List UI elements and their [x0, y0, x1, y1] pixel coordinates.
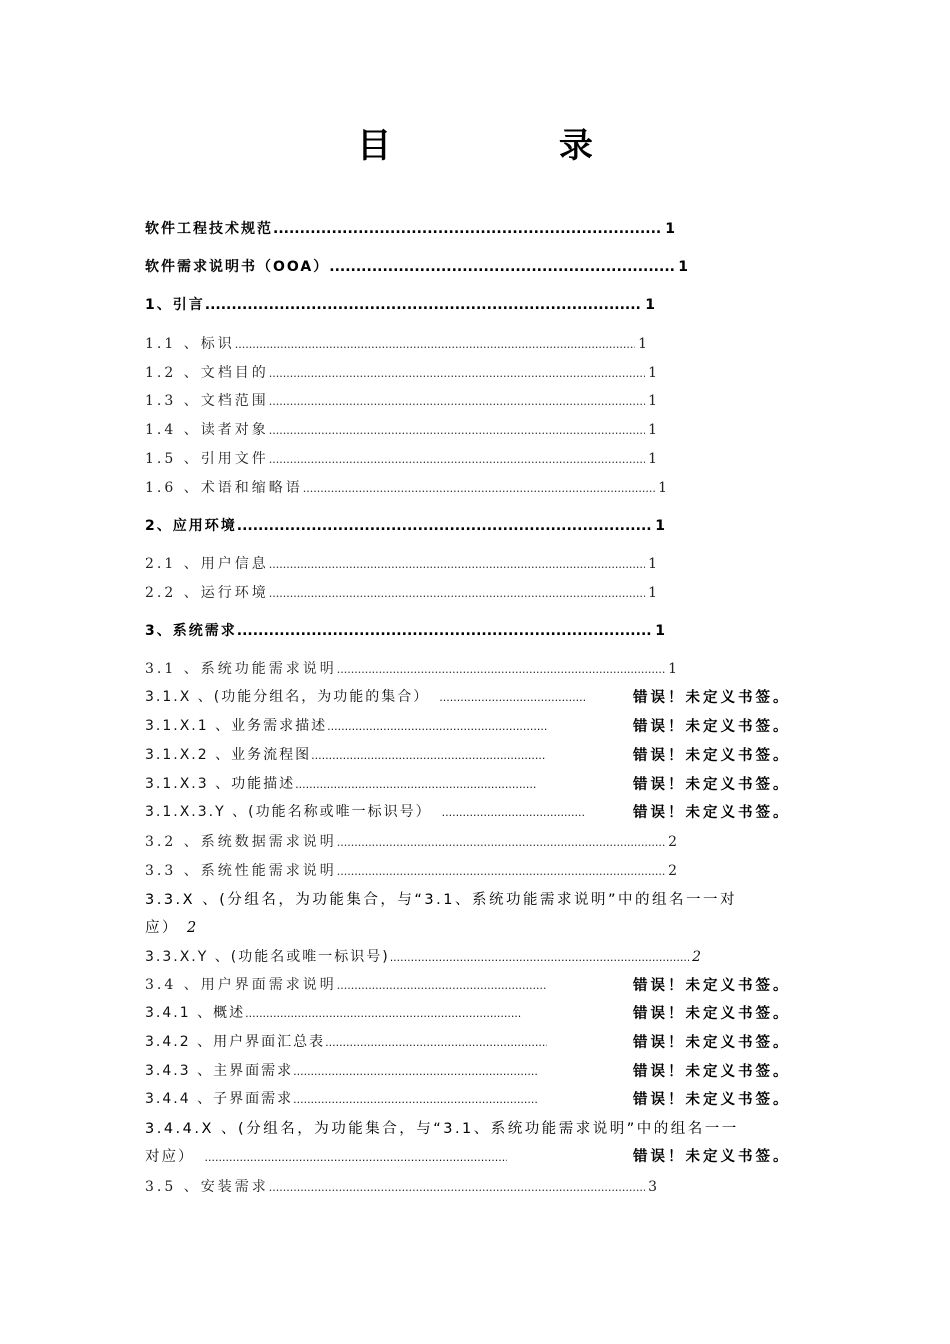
toc-entry-text: 3.1.X.3.Y 、(功能名称或唯一标识号）	[145, 804, 432, 820]
toc-leader	[235, 338, 635, 351]
toc-entry[interactable]	[145, 744, 545, 764]
toc-error-page: 错误！未定义书签。	[633, 690, 791, 706]
toc-entry[interactable]	[145, 831, 680, 851]
toc-error-page: 错误！未定义书签。	[633, 1035, 791, 1051]
toc-entry-text: 2.2 、运行环境	[145, 585, 269, 601]
toc-error-page: 错误！未定义书签。	[633, 1149, 791, 1165]
toc-leader	[337, 663, 665, 676]
toc-page: 1	[655, 518, 667, 534]
toc-page: 2	[668, 834, 680, 850]
toc-entry-text: 3.1.X 、(功能分组名，为功能的集合）	[145, 689, 430, 705]
toc-entry[interactable]	[145, 448, 660, 468]
toc-entry[interactable]	[145, 333, 650, 353]
toc-entry[interactable]	[145, 218, 677, 238]
page-title: 目 录	[357, 126, 671, 166]
toc-leader	[269, 395, 645, 408]
toc-leader	[237, 518, 653, 534]
toc-page: 1	[648, 451, 660, 467]
toc-page: 1	[648, 365, 660, 381]
toc-entry[interactable]	[145, 1088, 537, 1108]
toc-leader	[327, 720, 547, 733]
toc-entry[interactable]	[145, 1060, 537, 1080]
toc-leader	[311, 749, 545, 762]
toc-error-page: 错误！未定义书签。	[633, 748, 791, 764]
toc-page: 1	[648, 585, 660, 601]
toc-entry[interactable]	[145, 419, 660, 439]
toc-leader	[325, 1036, 547, 1049]
toc-entry[interactable]	[145, 390, 660, 410]
toc-entry[interactable]	[145, 686, 585, 706]
toc-leader	[303, 482, 655, 495]
toc-entry-text: 1.1 、标识	[145, 336, 235, 352]
toc-entry[interactable]	[145, 1002, 521, 1022]
toc-entry-text[interactable]: 3.4.4.X 、(分组名，为功能集合，与“3.1、系统功能需求说明”中的组名一一	[145, 1121, 739, 1137]
toc-page: 1	[648, 393, 660, 409]
toc-entry-text: 3.4.4 、子界面需求	[145, 1091, 294, 1107]
toc-entry-text: 1.2 、文档目的	[145, 365, 269, 381]
toc-entry-text: 1、引言	[145, 297, 205, 313]
toc-entry[interactable]	[145, 582, 660, 602]
toc-leader	[273, 221, 662, 237]
toc-page: 1	[658, 480, 670, 496]
toc-leader	[293, 1093, 537, 1106]
toc-leader	[245, 1007, 521, 1020]
toc-entry-text: 3.4.2 、用户界面汇总表	[145, 1034, 326, 1050]
toc-entry-text: 对应）	[145, 1149, 195, 1165]
toc-page: 1	[665, 221, 677, 237]
toc-entry-text: 3.4 、用户界面需求说明	[145, 977, 337, 993]
toc-page: 3	[648, 1179, 660, 1195]
toc-entry-text: 1.3 、文档范围	[145, 393, 269, 409]
toc-entry[interactable]	[145, 553, 660, 573]
toc-entry[interactable]	[145, 515, 667, 535]
toc-leader	[205, 297, 643, 313]
toc-leader	[205, 1151, 508, 1164]
toc-leader	[337, 836, 665, 849]
toc-entry[interactable]	[145, 974, 547, 994]
toc-entry-text: 1.4 、读者对象	[145, 422, 269, 438]
toc-error-page: 错误！未定义书签。	[633, 805, 791, 821]
toc-entry-text[interactable]: 3.3.X 、(分组名，为功能集合，与“3.1、系统功能需求说明”中的组名一一对	[145, 892, 737, 908]
toc-leader	[269, 453, 645, 466]
toc-leader	[269, 1181, 645, 1194]
toc-error-page: 错误！未定义书签。	[633, 1064, 791, 1080]
toc-entry-text: 3.1.X.2 、业务流程图	[145, 747, 312, 763]
toc-leader	[295, 778, 537, 791]
toc-page: 1	[655, 623, 667, 639]
toc-entry[interactable]	[145, 1145, 507, 1166]
toc-page: 1	[668, 661, 680, 677]
toc-error-page: 错误！未定义书签。	[633, 777, 791, 793]
toc-entry[interactable]	[145, 1176, 660, 1196]
toc-entry-text: 3、系统需求	[145, 623, 237, 639]
toc-page: 2	[692, 949, 703, 965]
toc-entry-text: 3.4.1 、概述	[145, 1005, 246, 1021]
toc-entry-text: 应）	[145, 920, 179, 936]
toc-entry[interactable]	[145, 801, 585, 821]
toc-entry-text: 3.3.X.Y 、(功能名或唯一标识号)	[145, 949, 390, 965]
toc-leader	[237, 623, 653, 639]
toc-entry-text: 3.1 、系统功能需求说明	[145, 661, 337, 677]
toc-error-page: 错误！未定义书签。	[633, 1006, 791, 1022]
toc-entry-text: 2.1 、用户信息	[145, 556, 269, 572]
toc-entry[interactable]	[145, 362, 660, 382]
toc-entry-text: 3.4.3 、主界面需求	[145, 1063, 294, 1079]
toc-error-page: 错误！未定义书签。	[633, 978, 791, 994]
toc-entry[interactable]	[145, 715, 547, 735]
toc-entry[interactable]	[145, 946, 703, 966]
toc-leader	[269, 587, 645, 600]
toc-leader	[439, 691, 585, 704]
toc-page: 1	[645, 297, 657, 313]
toc-entry-text: 3.2 、系统数据需求说明	[145, 834, 337, 850]
toc-page: 1	[678, 259, 690, 275]
toc-leader	[329, 259, 675, 275]
toc-entry-text: 2、应用环境	[145, 518, 237, 534]
toc-entry-text: 3.1.X.3 、功能描述	[145, 776, 296, 792]
toc-leader	[337, 979, 547, 992]
toc-entry-text: 软件工程技术规范	[145, 221, 273, 237]
toc-entry-text: 1.6 、术语和缩略语	[145, 480, 303, 496]
toc-entry-text: 软件需求说明书（OOA）	[145, 259, 330, 275]
toc-leader	[390, 951, 689, 964]
toc-entry[interactable]	[145, 860, 680, 880]
toc-leader	[269, 558, 645, 571]
toc-entry[interactable]	[145, 916, 199, 937]
toc-leader	[293, 1065, 537, 1078]
toc-error-page: 错误！未定义书签。	[633, 1092, 791, 1108]
toc-page: 1	[648, 556, 660, 572]
toc-leader	[269, 367, 645, 380]
toc-page: 2	[668, 863, 680, 879]
toc-entry[interactable]	[145, 477, 670, 497]
toc-page: 2	[187, 920, 199, 936]
toc-page: 1	[648, 422, 660, 438]
toc-entry[interactable]	[145, 620, 667, 640]
toc-entry-text: 3.5 、安装需求	[145, 1179, 269, 1195]
toc-error-page: 错误！未定义书签。	[633, 719, 791, 735]
toc-entry[interactable]	[145, 256, 690, 276]
toc-entry-text: 1.5 、引用文件	[145, 451, 269, 467]
toc-entry[interactable]	[145, 1031, 547, 1051]
toc-leader	[442, 806, 585, 819]
toc-entry[interactable]	[145, 773, 537, 793]
toc-entry[interactable]	[145, 294, 657, 314]
toc-leader	[269, 424, 645, 437]
toc-entry-text: 3.3 、系统性能需求说明	[145, 863, 337, 879]
toc-leader	[337, 865, 665, 878]
toc-page: 1	[638, 336, 650, 352]
toc-entry[interactable]	[145, 658, 680, 678]
toc-entry-text: 3.1.X.1 、业务需求描述	[145, 718, 328, 734]
